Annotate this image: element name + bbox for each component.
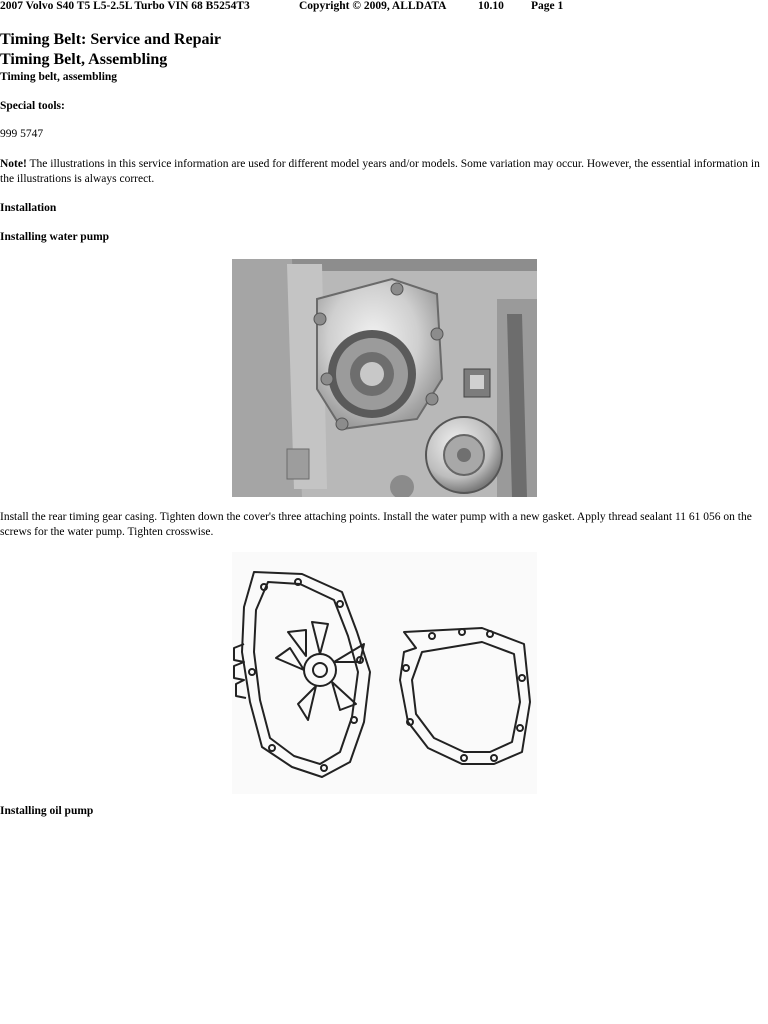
page-title: Timing Belt: Service and Repair: [0, 31, 222, 48]
header-page: Page 1: [531, 0, 564, 12]
header-version: 10.10: [478, 0, 504, 12]
oil-pump-heading: Installing oil pump: [0, 805, 94, 817]
header-copyright: Copyright © 2009, ALLDATA: [299, 0, 447, 12]
water-pump-heading: Installing water pump: [0, 231, 110, 243]
water-pump-photo: [232, 259, 537, 497]
water-pump-gasket-illustration: [232, 552, 537, 794]
header-vehicle: 2007 Volvo S40 T5 L5-2.5L Turbo VIN 68 B5254T3: [0, 0, 250, 12]
page-subtitle: Timing Belt, Assembling: [0, 51, 168, 68]
water-pump-photo-image: [232, 259, 537, 497]
installation-heading: Installation: [0, 202, 57, 214]
note-paragraph: [0, 157, 762, 187]
section-subtitle: Timing belt, assembling: [0, 71, 118, 83]
page-header: [0, 0, 768, 14]
special-tools-label: Special tools:: [0, 100, 65, 112]
water-pump-instructions: Install the rear timing gear casing. Tighten down the cover's three attaching points. Install the water pump with a new gasket. Apply thread sealant 11 61 056 on the screws for the water pump. Tighten crosswise.: [0, 511, 752, 538]
note-label: Note!: [0, 158, 27, 170]
note-text: The illustrations in this service information are used for different model years and/or models. Some variation may occur. However, the essential information in the illustrations is always correct.: [0, 158, 760, 185]
water-pump-gasket-drawing: [232, 552, 537, 794]
tool-number: 999 5747: [0, 128, 44, 140]
